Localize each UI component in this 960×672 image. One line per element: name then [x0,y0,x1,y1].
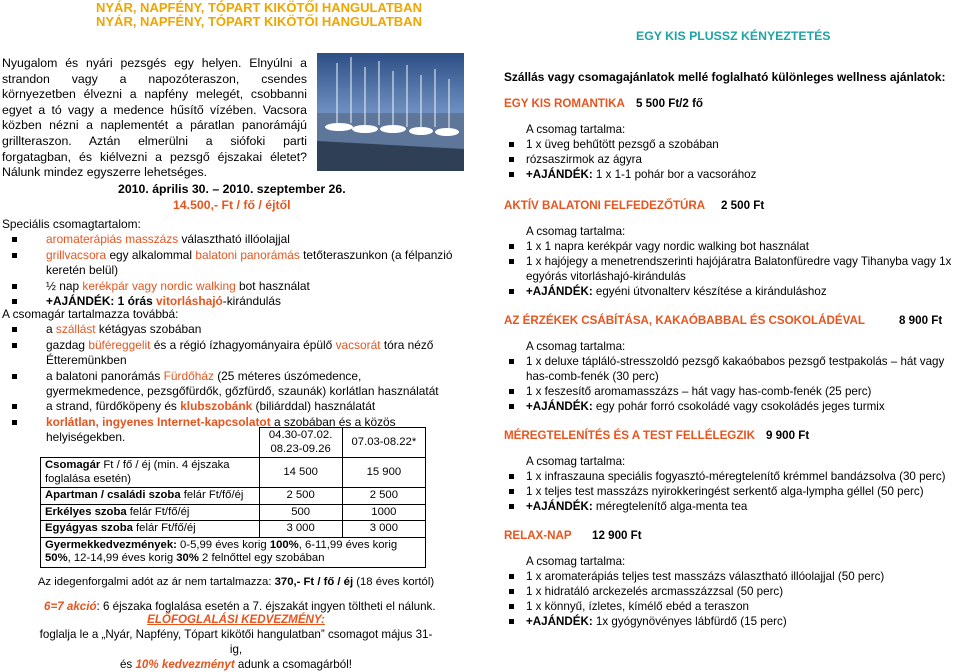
kids-discount: Gyermekkedvezmények: 0-5,99 éves korig 100%, 6-11,99 éves korig 50%, 12-14,99 éves korig 30% 2 felnőttel egy szobában [41,537,426,567]
gift-label: +AJÁNDÉK: [526,285,593,298]
list-item [504,584,959,599]
list-item [2,338,462,369]
item-text: 1 x 1 napra kerékpár vagy nordic walking bot használat [526,240,809,253]
package-items [504,137,959,182]
list-item [2,369,462,400]
row-v2: 3 000 [342,521,425,538]
list-item [504,239,959,254]
list-item [2,232,462,247]
table-header-row [41,428,426,458]
package-name: MÉREGTELENÍTÉS ÉS A TEST FELLÉLEGZIK [504,429,755,442]
package-content-label: A csomag tartalma: [526,225,626,238]
gift-label: +AJÁNDÉK: [526,168,593,181]
item-highlight: grillvacsora [46,247,107,262]
list-item [504,384,959,399]
elofoglalas-line1: foglalja le a „Nyár, Napfény, Tópart kikötői hangulatban” csomagot május 31-ig, [39,628,433,656]
item-text: a balatoni panorámás [46,368,164,383]
item-text: és a régió ízhagyományaira épülő [150,337,336,352]
list-item [504,152,959,167]
package-price: 5 500 Ft/2 fő [636,97,704,110]
item-text: (biliárddal) használatát [252,399,376,414]
package-price: 14.500,- Ft / fő / éjtől [173,198,291,212]
list-item [504,599,959,614]
list-item [504,254,959,284]
item-text: tetőteraszunkon (a félpanzió keretén belül) [46,247,453,278]
special-content [2,217,462,309]
item-text: 1 x teljes test masszázs nyirokkeringést serkentő alga-lympha géllel (50 perc) [526,485,924,498]
package-name: AKTÍV BALATONI FELFEDEZŐTÚRA [504,199,706,212]
list-item [2,399,462,414]
package-content-label: A csomag tartalma: [526,555,626,568]
tax-note: Az idegenforgalmi adót az ár nem tartalmazza: 370,- Ft / fő / éj (18 éves kortól) [37,576,435,588]
item-text: 1 x könnyű, ízletes, kímélő ebéd a teraszon [526,600,749,613]
item-highlight: Fürdőház [163,368,214,383]
gift-label: +AJÁNDÉK: [526,500,593,513]
elofoglalas-title: ELŐFOGLALÁSI KEDVEZMÉNY: [147,613,325,626]
akcio-label: 6=7 akció [44,600,97,613]
item-text: 1 x hajójegy a menetrendszerinti hajójáratra Balatonfüredre vagy Tihanyba vagy 1x egyórás vitorláshajó-kirándulás [526,255,952,283]
item-text: -kirándulás [222,294,281,309]
item-text: a [46,322,56,337]
item-highlight: vacsorát [335,337,381,352]
item-highlight: korlátlan, ingyenes Internet-kapcsolatot [46,414,271,429]
row-v1: 2 500 [259,488,342,505]
package-name: EGY KIS ROMANTIKA [504,97,625,110]
package-price: 8 900 Ft [899,314,943,327]
item-text: egyéni útvonalterv készítése a kiránduláshoz [592,285,827,298]
package-content-label: A csomag tartalma: [526,455,626,468]
item-text: 1 x aromaterápiás teljes test masszázs választható illóolajjal (50 perc) [526,570,885,583]
elofoglalas-block [36,612,436,672]
package-block [504,311,959,414]
gift-label: +AJÁNDÉK: [526,615,593,628]
item-text: 1x gyógynövényes lábfürdő (15 perc) [592,615,787,628]
row-label: Erkélyes szoba felár Ft/fő/éj [41,504,260,521]
table-col-2: 07.03-08.22* [342,428,425,458]
item-text: a szobában és a közös helyiségekben. [46,414,396,445]
item-highlight: balatoni panorámás [195,247,300,262]
package-block [504,196,959,299]
package-block [504,94,959,182]
item-text: 1 x deluxe tápláló-stresszoldó pezsgő kakaóbabos pezsgő testpakolás – hát vagy has-comb-fenék (30 perc) [526,355,945,383]
item-highlight: klubszobánk [180,399,253,414]
list-item [504,614,959,629]
table-row [41,504,426,521]
item-text: 1 x 1-1 pohár bor a vacsorához [592,168,757,181]
row-v1: 3 000 [259,521,342,538]
list-item [504,569,959,584]
package-header [504,526,959,554]
package-header [504,94,959,122]
list-item [504,484,959,499]
item-text: egy alkalommal [106,247,196,262]
row-label: Apartman / családi szoba felár Ft/fő/éj [41,488,260,505]
list-item [504,137,959,152]
package-price: 2 500 Ft [721,199,765,212]
page-header-1: NYÁR, NAPFÉNY, TÓPART KIKÖTŐI HANGULATBAN [96,0,422,15]
package-header [504,196,959,224]
special-title: Speciális csomagtartalom: [2,217,141,231]
season-dates: 2010. április 30. – 2010. szeptember 26. [118,182,346,196]
price-table [40,427,426,568]
table-row [41,458,426,488]
table-kids-row [41,537,426,567]
list-item [504,469,959,484]
item-text: 1 x hidratáló arckezelés arcmasszázzsal (50 perc) [526,585,784,598]
table-row [41,488,426,505]
item-highlight: vitorláshajó [156,294,223,309]
row-label: Egyágyas szoba felár Ft/fő/éj [41,521,260,538]
table-col-1: 04.30-07.02. 08.23-09.26 [259,428,342,458]
package-block [504,426,959,514]
item-text: rózsaszirmok az ágyra [526,153,642,166]
list-item [504,499,959,514]
package-header [504,311,959,339]
item-text: bot használat [235,278,310,293]
marina-photo [317,53,464,171]
item-highlight: aromaterápiás masszázs [46,232,179,247]
package-name: RELAX-NAP [504,529,572,542]
package-price: 9 900 Ft [766,429,810,442]
list-item [2,248,462,279]
item-text: tóra néző Étteremünkben [46,337,434,368]
elofoglalas-discount: 10% kedvezményt [135,658,235,671]
item-text: gazdag [46,337,89,352]
row-label: Csomagár Ft / fő / éj (min. 4 éjszaka foglalása esetén) [41,458,260,488]
item-text: 1 x infraszauna speciális fogyasztó-méregtelenítő krémmel bandázsolva (30 perc) [526,470,946,483]
row-v2: 2 500 [342,488,425,505]
list-item [504,167,959,182]
item-text: kétágyas szobában [95,322,202,337]
row-v2: 15 900 [342,458,425,488]
item-highlight: kerékpár vagy nordic walking [82,278,236,293]
item-text: méregtelenítő alga-menta tea [592,500,748,513]
right-subtitle: Szállás vagy csomagajánlatok mellé foglalható különleges wellness ajánlatok: [504,70,946,84]
right-title: EGY KIS PLUSSZ KÉNYEZTETÉS [636,29,831,43]
list-item [2,279,462,294]
also-title: A csomagár tartalmazza továbbá: [2,307,179,321]
package-items [504,469,959,514]
page-header-2: NYÁR, NAPFÉNY, TÓPART KIKÖTŐI HANGULATBAN [96,14,422,29]
package-content-label: A csomag tartalma: [526,123,626,136]
package-name: AZ ÉRZÉKEK CSÁBÍTÁSA, KAKAÓBABBAL ÉS CSOKOLÁDÉVAL [504,314,865,327]
special-list [2,232,462,309]
item-text: 1 x feszesítő aromamasszázs – hát vagy has-comb-fenék (25 perc) [526,385,872,398]
list-item [504,354,959,384]
row-v1: 14 500 [259,458,342,488]
package-items [504,239,959,299]
akcio-text: : 6 éjszaka foglalása esetén a 7. éjszakát ingyen töltheti el nálunk. [96,600,436,613]
list-item [504,399,959,414]
package-header [504,426,959,454]
row-v1: 500 [259,504,342,521]
item-text: 1 x üveg behűtött pezsgő a szobában [526,138,719,151]
elofoglalas-line2: és 10% kedvezményt adunk a csomagárból! [119,658,352,671]
package-block [504,526,959,629]
table-row [41,521,426,538]
package-items [504,569,959,629]
also-content [2,307,462,446]
intro-paragraph: Nyugalom és nyári pezsgés egy helyen. Elnyúlni a strandon vagy a napozóteraszon, csendes környezetben élvezni a napfény melegét, csobbanni egyet a tó vagy a medence hűsítő vízében. Vacsora közben nézni a naplementét a páratlan panorámájú grillteraszon. Aztán elmerülni a siófoki parti forgatagban, és kiélvezni a pezsgő éjszakai életet? Nálunk mindez egyszerre lehetséges. [2,56,307,180]
list-item [2,322,462,337]
gift-label: +AJÁNDÉK: [526,400,593,413]
package-items [504,354,959,414]
item-highlight: szállást [55,322,96,337]
item-text: (25 méteres úszómedence, gyermekmedence, pezsgőfürdők, gőzfürdő, szaunák) korlátlan használatát [46,368,439,399]
item-text: +AJÁNDÉK: 1 órás [46,294,157,309]
list-item [504,284,959,299]
package-price: 12 900 Ft [592,529,642,542]
item-text: ½ nap [46,278,83,293]
item-text: egy pohár forró csokoládé vagy csokoládés jeges turmix [592,400,885,413]
package-content-label: A csomag tartalma: [526,340,626,353]
item-highlight: büféreggelit [88,337,151,352]
item-text: a strand, fürdőköpeny és [46,399,181,414]
item-text: választható illóolajjal [178,232,290,247]
row-v2: 1000 [342,504,425,521]
